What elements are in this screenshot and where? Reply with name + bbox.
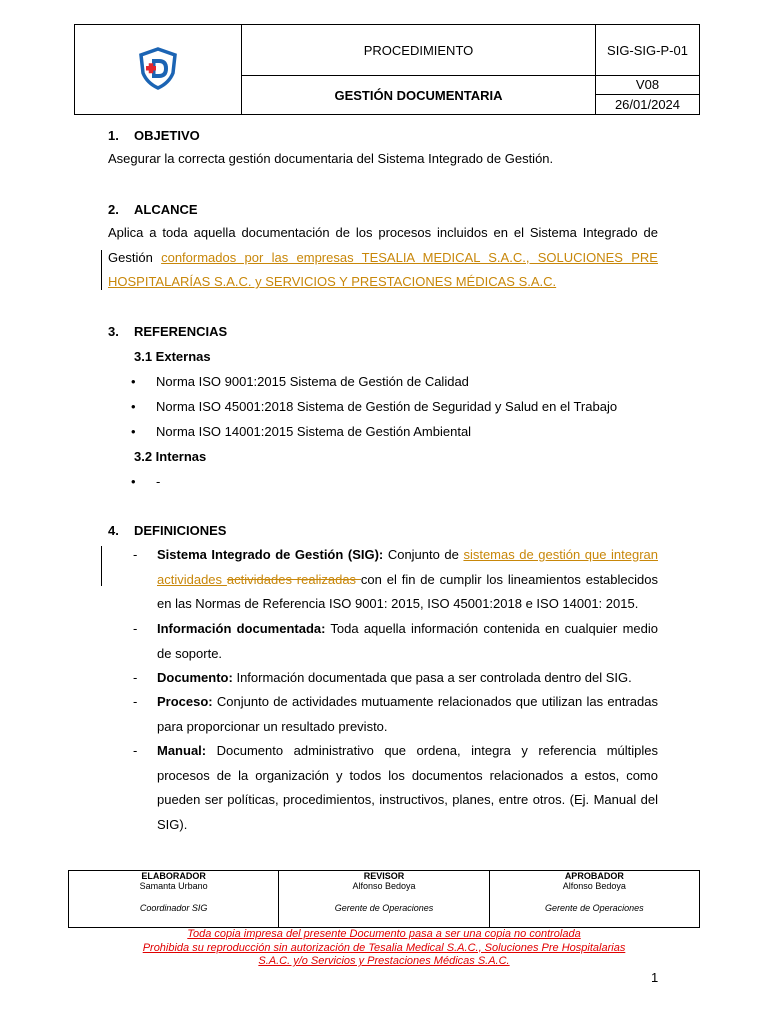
change-bar <box>101 250 102 290</box>
section-2-heading: 2. ALCANCE <box>108 202 198 217</box>
doc-code: SIG-SIG-P-01 <box>596 25 700 76</box>
definition-item: - Manual: Documento administrativo que ordena, integra y referencia múltiples procesos de la organización y todos los documentos relacionados a estos, como pueden ser políticas, procedimientos, instructivos, planes, entre otros. (Ej. Manual del SIG). <box>133 743 658 832</box>
doc-title: GESTIÓN DOCUMENTARIA <box>242 76 596 115</box>
tracked-insertion: conformados por las empresas TESALIA MEDICAL S.A.C., SOLUCIONES PRE HOSPITALARÍAS S.A.C. y SERVICIOS Y PRESTACIONES MÉDICAS S.A.C. <box>108 249 658 289</box>
doc-version: V08 <box>596 76 699 95</box>
signature-revisor: REVISOR Alfonso Bedoya Gerente de Operaciones <box>279 871 489 928</box>
list-item: • Norma ISO 9001:2015 Sistema de Gestión de Calidad <box>131 374 469 389</box>
doc-date: 26/01/2024 <box>614 97 681 112</box>
list-item: • - <box>131 474 161 489</box>
tracked-deletion: actividades realizadas <box>226 571 361 587</box>
definition-item: - Documento: Información documentada que pasa a ser controlada dentro del SIG. <box>133 670 632 685</box>
section-2-text: Aplica a toda aquella documentación de los procesos incluidos en el Sistema Integrado de Gestión conformados por las empresas TESALIA MEDICAL S.A.C., SOLUCIONES PRE HOSPITALARÍAS S.A.C. y SERVICIOS Y PRESTACIONES MÉDICAS S.A.C. <box>108 225 658 289</box>
definition-item: - Sistema Integrado de Gestión (SIG): Conjunto de sistemas de gestión que integran actividades actividades realizadas con el fin de cumplir los lineamientos establecidos en las Normas de Referencia ISO 9001: 2015, ISO 45001:2018 e ISO 14001: 2015. <box>133 547 658 611</box>
subsection-internal: 3.2 Internas <box>134 449 207 464</box>
document-header <box>74 24 700 115</box>
list-item: • Norma ISO 45001:2018 Sistema de Gestión de Seguridad y Salud en el Trabajo <box>131 399 618 414</box>
section-1-heading: 1. OBJETIVO <box>108 128 200 143</box>
subsection-external: 3.1 Externas <box>134 349 211 364</box>
definition-item: - Proceso: Conjunto de actividades mutuamente relacionados que utilizan las entradas para proporcionar un resultado previsto. <box>133 694 658 734</box>
signature-table <box>68 870 700 928</box>
uncontrolled-copy-warning: Toda copia impresa del presente Documento pasa a ser una copia no controlada Prohibida su reproducción sin autorización de Tesalia Medical S.A.C., Soluciones Pre Hospitalarias S.A.C. y/o Servicios y Prestaciones Médicas S.A.C. <box>142 928 626 967</box>
medical-shield-logo-icon <box>136 46 180 90</box>
tracked-insertion: sistemas de gestión que integran actividades <box>157 547 658 587</box>
list-item: • Norma ISO 14001:2015 Sistema de Gestión Ambiental <box>131 424 472 439</box>
doc-type: PROCEDIMIENTO <box>242 25 596 76</box>
page-number: 1 <box>651 970 659 985</box>
version-date-cell <box>596 76 700 115</box>
section-3-heading: 3. REFERENCIAS <box>108 324 228 339</box>
section-4-heading: 4. DEFINICIONES <box>108 523 227 538</box>
change-bar <box>101 546 102 586</box>
signature-elaborador: ELABORADOR Samanta Urbano Coordinador SIG <box>69 871 279 928</box>
section-1-text: Asegurar la correcta gestión documentaria del Sistema Integrado de Gestión. <box>108 151 554 166</box>
logo-cell <box>75 25 242 115</box>
signature-aprobador: APROBADOR Alfonso Bedoya Gerente de Operaciones <box>489 871 699 928</box>
definition-item: - Información documentada: Toda aquella información contenida en cualquier medio de soporte. <box>133 621 658 661</box>
